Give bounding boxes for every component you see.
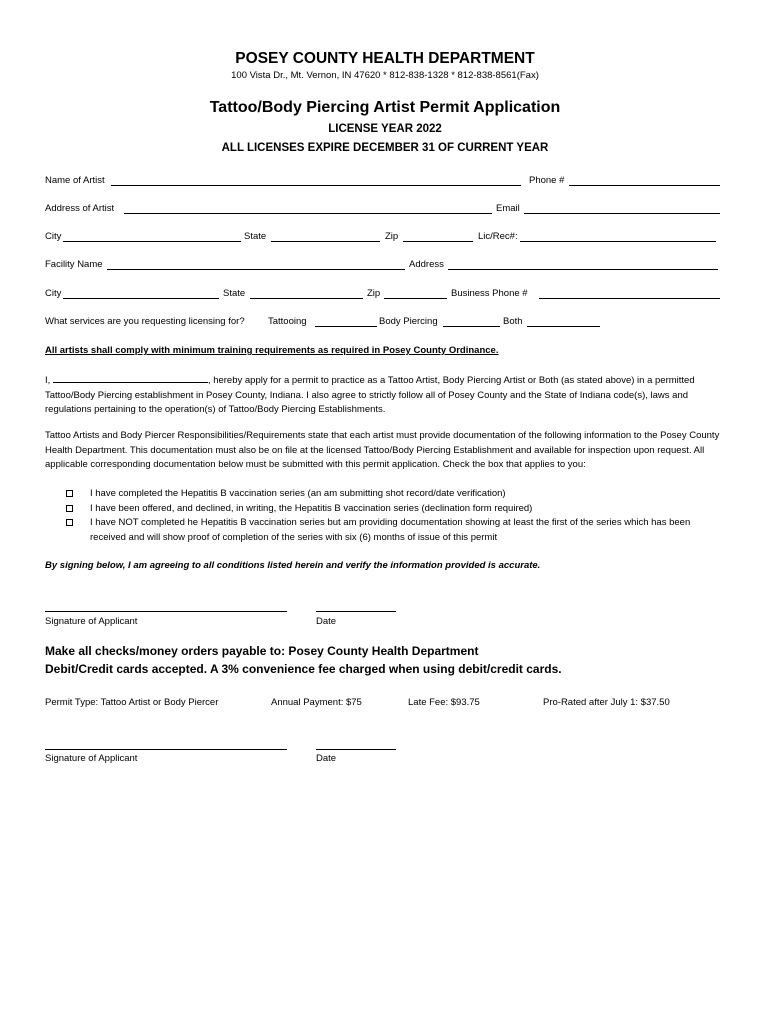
state-label: State	[244, 231, 267, 242]
checkbox-item	[66, 502, 726, 517]
prorated-fee: Pro-Rated after July 1: $37.50	[543, 697, 670, 708]
facility-name-field[interactable]	[107, 259, 405, 270]
email-field[interactable]	[524, 203, 720, 214]
tattooing-field[interactable]	[315, 316, 377, 327]
checkbox-item	[66, 516, 726, 545]
permit-type: Permit Type: Tattoo Artist or Body Piercer	[45, 697, 219, 708]
signature-label: Signature of Applicant	[45, 616, 138, 627]
facility-city-label: City	[45, 288, 62, 299]
checkbox-not-completed[interactable]	[66, 519, 73, 526]
facility-name-label: Facility Name	[45, 259, 103, 270]
facility-address-label: Address	[409, 259, 444, 270]
payment-cards-note: Debit/Credit cards accepted. A 3% convenience fee charged when using debit/credit cards.	[45, 662, 562, 676]
checkbox-completed[interactable]	[66, 490, 73, 497]
department-title: POSEY COUNTY HEALTH DEPARTMENT	[235, 50, 535, 67]
fee-schedule	[45, 697, 725, 711]
phone-field[interactable]	[569, 175, 720, 186]
applicant-statement-text: , hereby apply for a permit to practice as a Tattoo Artist, Body Piercing Artist or Both (as stated above) in a permitted Tattoo/Body Piercing establishment in Posey County, Indiana. I also agree to strictly follow all of Posey County and the State of Indiana code(s), laws and regulations pertaining to the operation(s) of Tattoo/Body Piercing Establishments.	[45, 375, 695, 415]
address-of-artist-field[interactable]	[124, 203, 492, 214]
checkbox-label: I have completed the Hepatitis B vaccination series (an am submitting shot record/date verification)	[90, 488, 506, 499]
business-phone-label: Business Phone #	[451, 288, 528, 299]
applicant-statement	[45, 372, 727, 418]
applicant-name-field[interactable]	[53, 372, 208, 383]
department-address: 100 Vista Dr., Mt. Vernon, IN 47620 * 812-838-1328 * 812-838-8561(Fax)	[231, 70, 539, 81]
checkbox-label: I have been offered, and declined, in writing, the Hepatitis B vaccination series (declination form required)	[90, 502, 533, 514]
signature-line[interactable]	[45, 611, 287, 612]
row-name-phone	[45, 175, 725, 189]
agreement-statement: By signing below, I am agreeing to all conditions listed herein and verify the information provided is accurate.	[45, 560, 541, 571]
address-of-artist-label: Address of Artist	[45, 203, 115, 214]
facility-address-field[interactable]	[448, 259, 718, 270]
form-title: Tattoo/Body Piercing Artist Permit Application	[209, 99, 561, 116]
facility-zip-label: Zip	[367, 288, 381, 299]
city-label: City	[45, 231, 62, 242]
applicant-statement-prefix: I,	[45, 375, 51, 386]
state-field[interactable]	[271, 231, 380, 242]
training-notice: All artists shall comply with minimum training requirements as required in Posey County Ordinance.	[45, 345, 499, 356]
lic-rec-label: Lic/Rec#:	[478, 231, 518, 242]
license-year: LICENSE YEAR 2022	[328, 123, 442, 135]
lic-rec-field[interactable]	[520, 231, 716, 242]
name-of-artist-label: Name of Artist	[45, 175, 105, 186]
row-city-state-zip-lic	[45, 231, 725, 245]
facility-state-field[interactable]	[250, 288, 363, 299]
date-label-2: Date	[316, 753, 337, 764]
services-question: What services are you requesting licensing for?	[45, 316, 245, 327]
facility-zip-field[interactable]	[384, 288, 447, 299]
payment-payable-to: Make all checks/money orders payable to: Posey County Health Department	[45, 644, 479, 658]
facility-city-field[interactable]	[63, 288, 219, 299]
phone-label: Phone #	[529, 175, 565, 186]
expiry-notice: ALL LICENSES EXPIRE DECEMBER 31 OF CURRENT YEAR	[221, 142, 549, 154]
row-facility	[45, 259, 725, 273]
date-line-2[interactable]	[316, 749, 396, 750]
tattooing-label: Tattooing	[268, 316, 307, 327]
body-piercing-label: Body Piercing	[379, 316, 438, 327]
email-label: Email	[496, 203, 520, 214]
checkbox-declined[interactable]	[66, 505, 73, 512]
late-fee: Late Fee: $93.75	[408, 697, 480, 708]
vaccination-checklist	[66, 487, 726, 545]
name-of-artist-field[interactable]	[111, 175, 521, 186]
both-label: Both	[503, 316, 523, 327]
city-field[interactable]	[63, 231, 241, 242]
checkbox-item	[66, 487, 726, 502]
annual-payment: Annual Payment: $75	[271, 697, 362, 708]
signature-label-2: Signature of Applicant	[45, 753, 138, 764]
zip-field[interactable]	[403, 231, 473, 242]
checkbox-label: I have NOT completed he Hepatitis B vaccination series but am providing documentation showing at least the first of the series which has been received and will show proof of completion of the series with six (6) months of issue of this permit	[90, 517, 691, 543]
row-services	[45, 316, 725, 330]
date-line[interactable]	[316, 611, 396, 612]
facility-state-label: State	[223, 288, 246, 299]
row-facility-city	[45, 288, 725, 302]
body-piercing-field[interactable]	[443, 316, 500, 327]
business-phone-field[interactable]	[539, 288, 720, 299]
responsibilities-paragraph: Tattoo Artists and Body Piercer Responsibilities/Requirements state that each artist must provide documentation of the following information to the Posey County Health Department. This documentation must also be on file at the licensed Tattoo/Body Piercing Establishment and available for inspection upon request. All applicable corresponding documentation below must be submitted with this permit application. Check the box that applies to you:	[45, 430, 720, 470]
row-address-email	[45, 203, 725, 217]
both-field[interactable]	[527, 316, 600, 327]
signature-line-2[interactable]	[45, 749, 287, 750]
zip-label: Zip	[385, 231, 399, 242]
date-label: Date	[316, 616, 337, 627]
